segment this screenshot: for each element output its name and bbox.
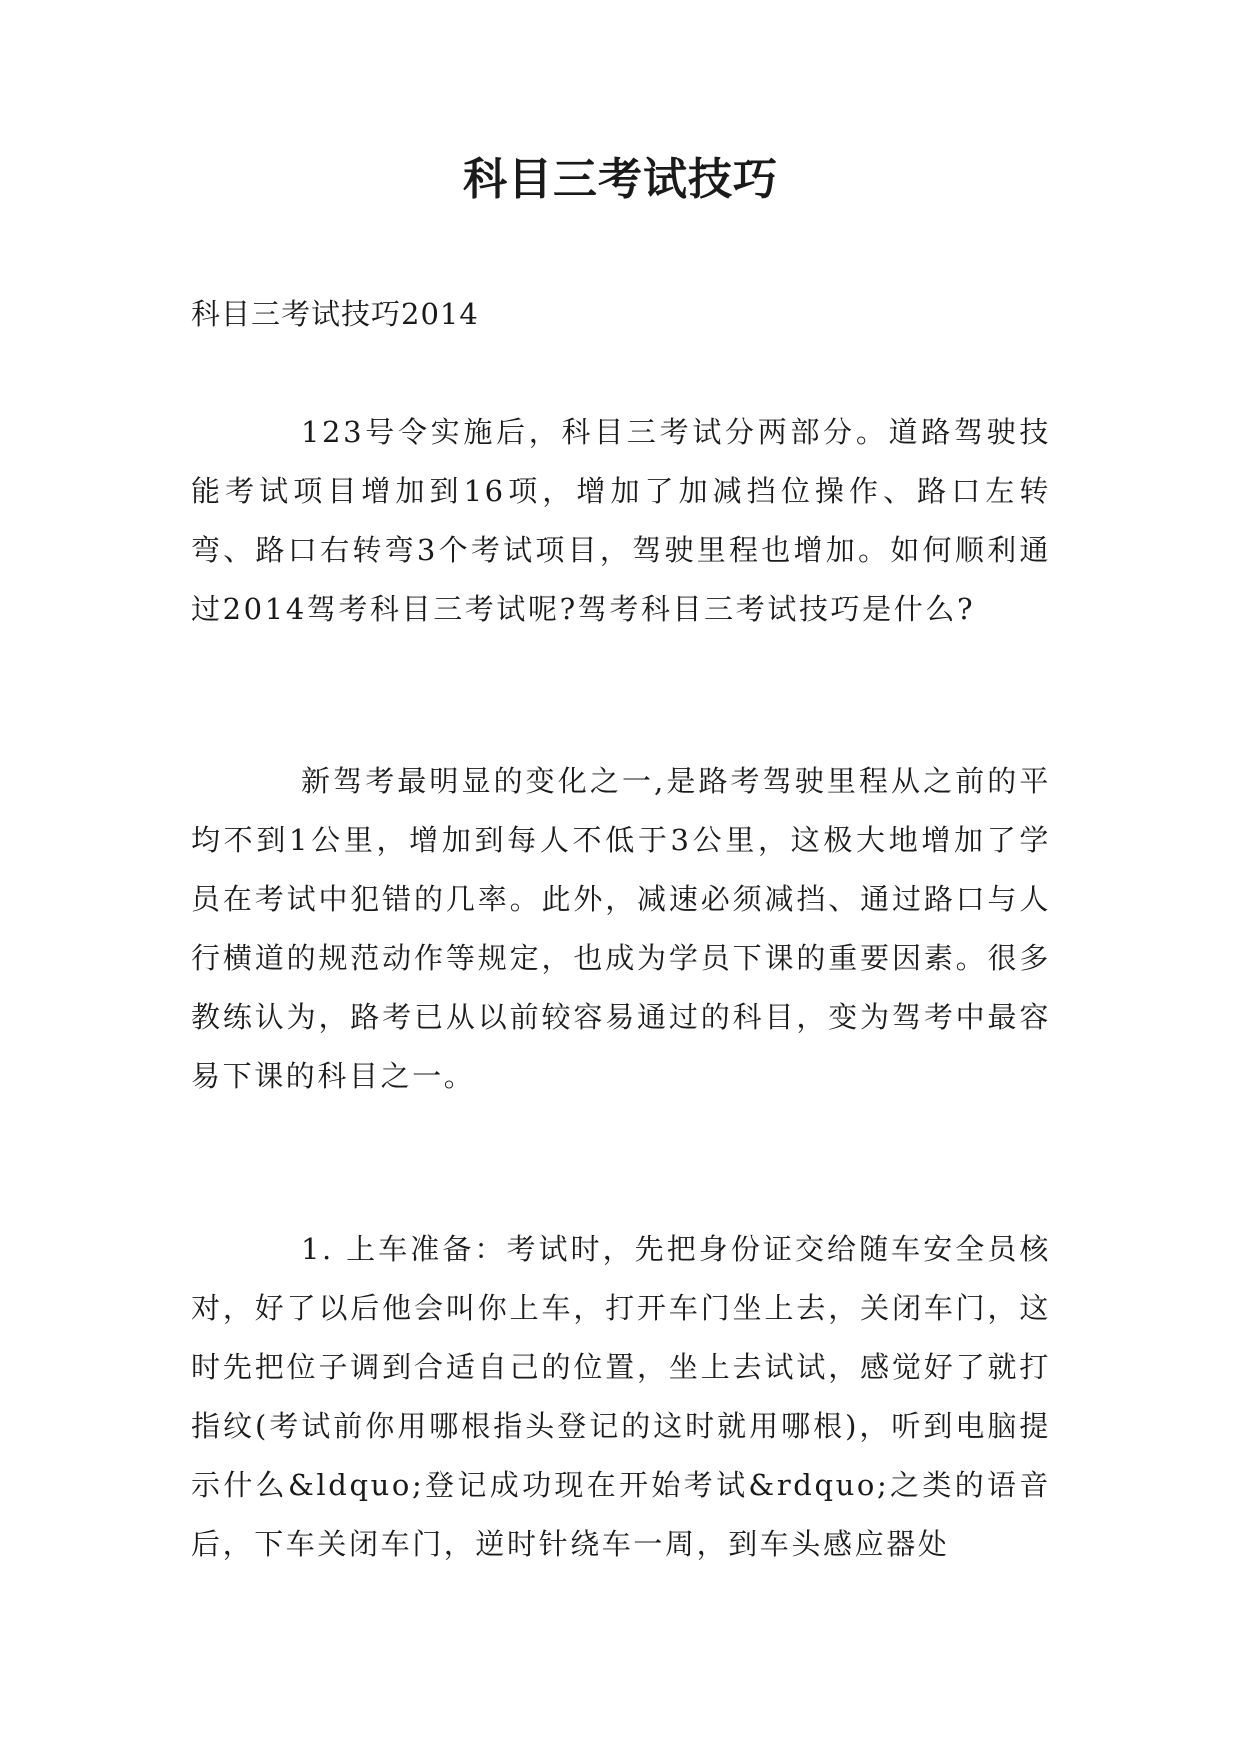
page-title: 科目三考试技巧 — [463, 154, 778, 205]
paragraph-changes: 新驾考最明显的变化之一,是路考驾驶里程从之前的平均不到1公里，增加到每人不低于3公里，这极大地增加了学员在考试中犯错的几率。此外，减速必须减挡、通过路口与人行横道的规范动作等规定，也成为学员下课的重要因素。很多教练认为，路考已从以前较容易通过的科目，变为驾考中最容易下课的科目之一。 — [191, 764, 1051, 1093]
paragraph-intro: 123号令实施后，科目三考试分两部分。道路驾驶技能考试项目增加到16项，增加了加减挡位操作、路口左转弯、路口右转弯3个考试项目，驾驶里程也增加。如何顺利通过2014驾考科目三考试呢?驾考科目三考试技巧是什么? — [191, 415, 1051, 626]
document-subtitle: 科目三考试技巧2014 — [191, 297, 479, 331]
paragraph-step-1: 1. 上车准备：考试时，先把身份证交给随车安全员核对，好了以后他会叫你上车，打开车门坐上去，关闭车门，这时先把位子调到合适自己的位置，坐上去试试，感觉好了就打指纹(考试前你用哪根指头登记的这时就用哪根)，听到电脑提示什么&ldquo;登记成功现在开始考试&rdquo;之类的语音后，下车关闭车门，逆时针绕车一周，到车头感应器处 — [191, 1232, 1051, 1561]
